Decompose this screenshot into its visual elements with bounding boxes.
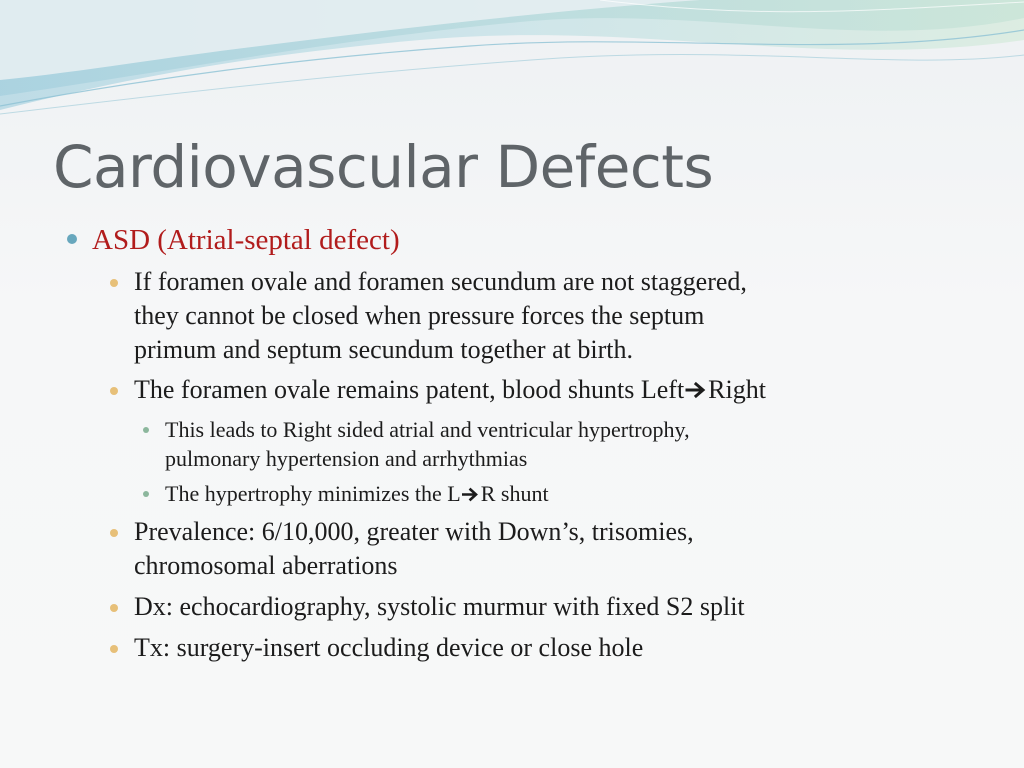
bullet-foramen-patent bbox=[134, 373, 974, 407]
bullet-dot-icon bbox=[143, 427, 149, 433]
bullet-dot-icon bbox=[110, 529, 118, 537]
bullet-foramen-staggered bbox=[134, 265, 974, 367]
bullet-treatment: Tx: surgery-insert occluding device or close hole bbox=[134, 633, 644, 662]
bullet-diagnosis: Dx: echocardiography, systolic murmur with fixed S2 split bbox=[134, 592, 745, 621]
bullet-text-before: The hypertrophy minimizes the L bbox=[165, 481, 461, 506]
bullet-text-before: The foramen ovale remains patent, blood shunts Left bbox=[134, 375, 685, 404]
bullet-text-after: Right bbox=[708, 375, 766, 404]
bullet-text-after: R shunt bbox=[480, 481, 549, 506]
bullet-line: If foramen ovale and foramen secundum are not staggered, bbox=[134, 267, 747, 296]
bullet-line: chromosomal aberrations bbox=[134, 551, 398, 580]
bullet-dot-icon bbox=[110, 604, 118, 612]
bullet-minimizes-shunt bbox=[165, 479, 965, 508]
bullet-hypertrophy bbox=[165, 415, 965, 473]
bullet-dot-icon bbox=[110, 279, 118, 287]
bullet-dot-icon bbox=[110, 387, 118, 395]
bullet-line: pulmonary hypertension and arrhythmias bbox=[165, 446, 528, 471]
bullet-prevalence bbox=[134, 515, 974, 583]
bullet-asd: ASD (Atrial-septal defect) bbox=[92, 224, 400, 256]
bullet-dot-icon bbox=[143, 491, 149, 497]
bullet-line: they cannot be closed when pressure forces the septum bbox=[134, 301, 705, 330]
slide-title: Cardiovascular Defects bbox=[53, 133, 714, 201]
bullet-line: primum and septum secundum together at birth. bbox=[134, 335, 633, 364]
bullet-dot-icon bbox=[67, 234, 77, 244]
bullet-dot-icon bbox=[110, 645, 118, 653]
bullet-line: This leads to Right sided atrial and ventricular hypertrophy, bbox=[165, 417, 690, 442]
right-arrow-icon bbox=[462, 487, 480, 502]
bullet-line: Prevalence: 6/10,000, greater with Down’s, trisomies, bbox=[134, 517, 694, 546]
right-arrow-icon bbox=[685, 381, 707, 399]
